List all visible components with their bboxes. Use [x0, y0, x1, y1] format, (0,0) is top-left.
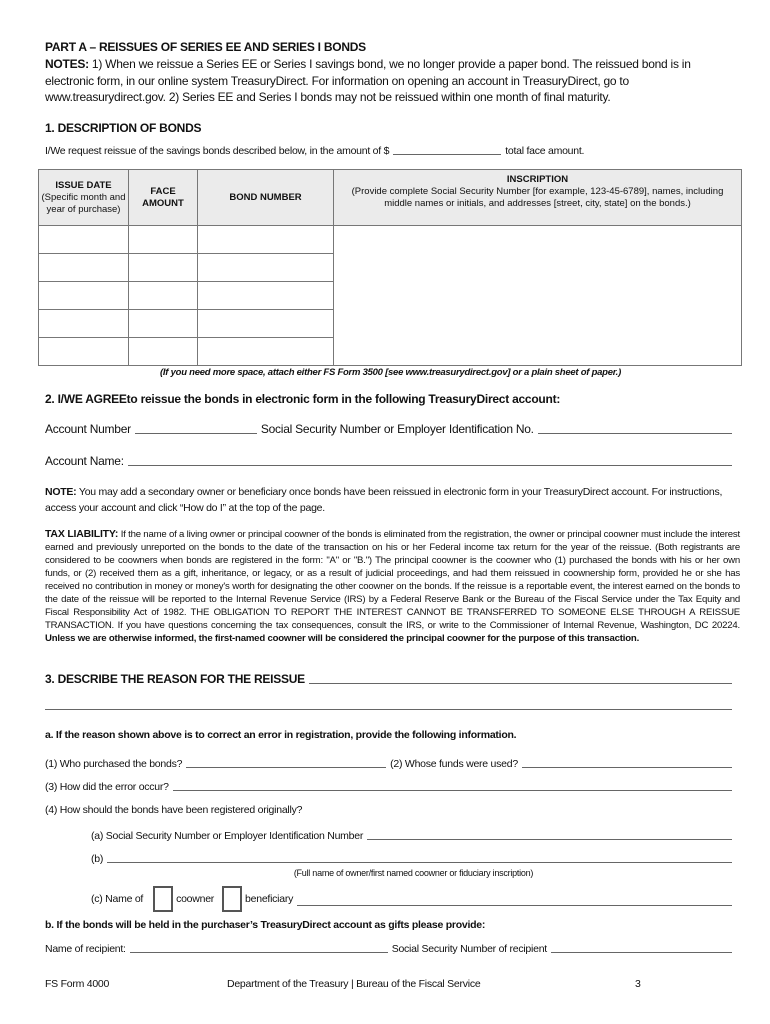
- coowner-label: coowner: [176, 893, 215, 905]
- part-title: PART A – REISSUES OF SERIES EE AND SERIES I BONDS: [45, 40, 366, 54]
- face-amount-cell[interactable]: [129, 282, 198, 310]
- face-amount-cell[interactable]: [129, 338, 198, 366]
- recipient-ssn-label: Social Security Number of recipient: [391, 943, 547, 955]
- issue-date-cell[interactable]: [39, 282, 129, 310]
- q3-field[interactable]: [173, 790, 732, 791]
- reason-field[interactable]: [309, 683, 732, 684]
- face-amount-cell[interactable]: [129, 226, 198, 254]
- section-2-title-num: 2. I/WE AGREE: [45, 392, 127, 406]
- issue-date-cell[interactable]: [39, 226, 129, 254]
- bond-number-cell[interactable]: [198, 282, 334, 310]
- notes: [45, 56, 736, 106]
- bond-number-cell[interactable]: [198, 310, 334, 338]
- header-inscription: [334, 170, 742, 226]
- inscription-label: INSCRIPTION: [506, 174, 569, 185]
- q1-label: (1) Who purchased the bonds?: [45, 758, 183, 770]
- account-number-label: Account Number: [45, 422, 131, 436]
- beneficiary-label: beneficiary: [245, 893, 294, 905]
- face-amount-cell[interactable]: [129, 254, 198, 282]
- section-3b-title: b. If the bonds will be held in the purchaser’s TreasuryDirect account as gifts please provide:: [45, 919, 486, 931]
- inscription-cell[interactable]: [334, 226, 742, 366]
- q1-field[interactable]: [186, 767, 386, 768]
- inscription-sub: (Provide complete Social Security Number [for example, 123-45-6789], names, including middle names or initials, and addresses [street, city, state] on the bonds.): [351, 186, 724, 209]
- request-line: [45, 145, 736, 157]
- coowner-checkbox[interactable]: [153, 886, 173, 912]
- ssn-field[interactable]: [538, 433, 732, 434]
- tax-label: TAX LIABILITY:: [45, 528, 119, 540]
- tax-liability: [45, 528, 740, 645]
- beneficiary-checkbox[interactable]: [222, 886, 242, 912]
- section-1-title: 1. DESCRIPTION OF BONDS: [45, 121, 202, 135]
- reason-line: [45, 672, 736, 686]
- q3-label: (3) How did the error occur?: [45, 781, 169, 793]
- q4c-field[interactable]: [297, 905, 732, 906]
- bond-number-cell[interactable]: [198, 338, 334, 366]
- q2-label: (2) Whose funds were used?: [390, 758, 518, 770]
- issue-date-cell[interactable]: [39, 310, 129, 338]
- footer: [45, 978, 736, 990]
- recipient-line: [45, 943, 736, 955]
- ssn-label: Social Security Number or Employer Identification No.: [260, 422, 534, 436]
- bond-number-cell[interactable]: [198, 254, 334, 282]
- q4b-caption: (Full name of owner/first named coowner or fiduciary inscription): [293, 868, 534, 878]
- header-bond-number: BOND NUMBER: [198, 170, 334, 226]
- notes-text: 1) When we reissue a Series EE or Series I savings bond, we no longer provide a paper bond. The reissued bond is in electronic form, in our online system TreasuryDirect. For information on opening an account in TreasuryDirect, go to www.treasurydirect.gov. 2) Series EE and Series I bonds may not be reissued within one month of final maturity.: [45, 57, 691, 104]
- issue-date-cell[interactable]: [39, 254, 129, 282]
- account-name-line: [45, 454, 736, 468]
- section-2-title-rest: to reissue the bonds in electronic form in the following TreasuryDirect account:: [126, 392, 561, 406]
- total-amount-field[interactable]: [393, 154, 501, 155]
- q4a-label: (a) Social Security Number or Employer Identification Number: [91, 830, 364, 842]
- account-name-label: Account Name:: [45, 454, 124, 468]
- recipient-name-label: Name of recipient:: [45, 943, 126, 955]
- section-2-title: [45, 392, 736, 406]
- recipient-name-field[interactable]: [130, 952, 388, 953]
- secondary-owner-note: [45, 485, 736, 516]
- q4c-line: [91, 886, 736, 912]
- note-label: NOTE:: [45, 486, 77, 498]
- issue-date-label: ISSUE DATE: [55, 179, 112, 191]
- q4a-field[interactable]: [367, 839, 732, 840]
- q3-line: [45, 781, 736, 793]
- issue-date-cell[interactable]: [39, 338, 129, 366]
- bonds-table: [38, 169, 742, 366]
- tax-bold-end: Unless we are otherwise informed, the first-named coowner will be considered the principal coowner for the purpose of this transaction.: [45, 633, 640, 644]
- bond-number-cell[interactable]: [198, 226, 334, 254]
- account-number-field[interactable]: [135, 433, 257, 434]
- account-name-field[interactable]: [128, 465, 732, 466]
- face-amount-cell[interactable]: [129, 310, 198, 338]
- header-issue-date: [39, 170, 129, 226]
- request-suffix: total face amount.: [505, 145, 585, 157]
- q4-line: (4) How should the bonds have been registered originally?: [45, 804, 303, 816]
- table-row: [39, 226, 742, 254]
- account-number-line: [45, 422, 736, 436]
- notes-label: NOTES:: [45, 57, 89, 71]
- q4b-label: (b): [91, 853, 104, 865]
- request-prefix: I/We request reissue of the savings bonds described below, in the amount of $: [45, 145, 390, 157]
- footer-page: 3: [635, 978, 641, 990]
- q2-field[interactable]: [522, 767, 732, 768]
- footer-form: FS Form 4000: [45, 978, 110, 990]
- reason-line-2: [45, 700, 736, 712]
- q4c-label: (c) Name of: [91, 893, 144, 905]
- q4b-line: [91, 853, 736, 865]
- q1-line: [45, 758, 736, 770]
- section-3-title: 3. DESCRIBE THE REASON FOR THE REISSUE: [45, 672, 305, 686]
- reason-field-2[interactable]: [45, 709, 732, 710]
- section-3a-title: a. If the reason shown above is to correct an error in registration, provide the following information.: [45, 729, 517, 741]
- tax-text: If the name of a living owner or principal coowner of the bonds is eliminated from the registration, the owner or principal coowner must include the interest earned and previously unreported on the bonds to the date of the transaction on his or her Federal income tax return for the year of the reissue. (Both registrants are considered to be coowners when bonds are registered in the form: "A" or "B.") The principal coowner is the coowner who (1) purchased the bonds with his or her own funds, or (2) received them as a gift, inheritance, or legacy, or as a result of judicial proceedings, and had them reissued in coownership form, provided he or she has received no contribution in money or money's worth for designating the other coowner on the bonds. If the reissue is a reportable event, the interest earned on the bonds to the date of the reissue will be reported to the Internal Revenue Service (IRS) by a Federal Reserve Bank or the Bureau of the Fiscal Service under the Tax Equity and Fiscal Responsibility Act of 1982. THE OBLIGATION TO REPORT THE INTEREST CANNOT BE TRANSFERRED TO SOMEONE ELSE THROUGH A REISSUE TRANSACTION. If you have questions concerning the tax consequences, consult the IRS, or write to the Commissioner of Internal Revenue, Washington, DC 20224.: [45, 529, 740, 631]
- recipient-ssn-field[interactable]: [551, 952, 732, 953]
- table-footnote: (If you need more space, attach either FS Form 3500 [see www.treasurydirect.gov] or a plain sheet of paper.): [160, 367, 621, 378]
- header-face-amount: FACE AMOUNT: [129, 170, 198, 226]
- footer-department: Department of the Treasury | Bureau of the Fiscal Service: [227, 978, 481, 990]
- issue-date-sub: (Specific month and year of purchase): [41, 191, 126, 215]
- q4b-field[interactable]: [107, 862, 732, 863]
- note-text: You may add a secondary owner or beneficiary once bonds have been reissued in electronic form in your TreasuryDirect account. For instructions, access your account and click “How do I” at the top of the page.: [45, 486, 723, 514]
- q4a-line: [91, 830, 736, 842]
